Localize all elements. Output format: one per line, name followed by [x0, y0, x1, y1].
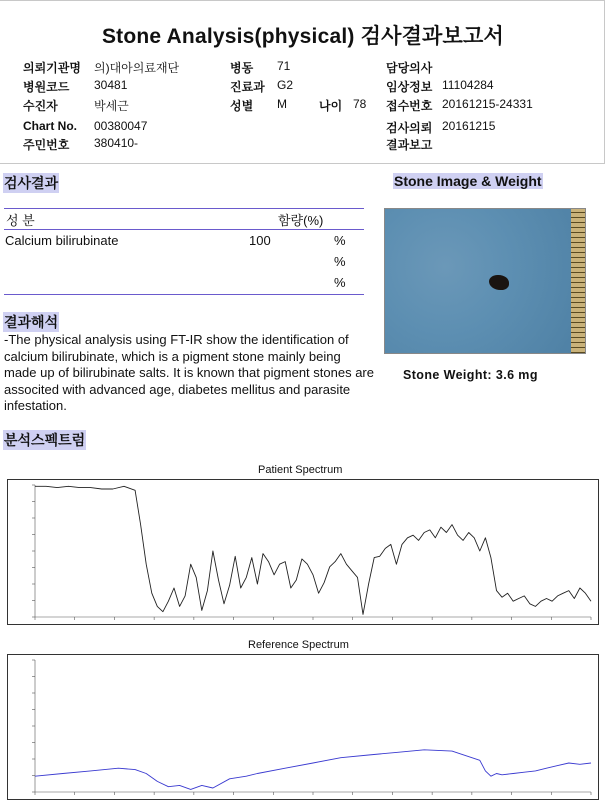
- report-title: Stone Analysis(physical) 검사결과보고서: [101, 25, 505, 48]
- results-section-title: 검사결과: [4, 175, 59, 191]
- doctor-label: 담당의사: [386, 61, 433, 75]
- interpretation-section-title: 결과해석: [4, 314, 59, 330]
- request-date-label: 검사의뢰: [386, 121, 433, 135]
- ward-label: 병동: [230, 61, 254, 75]
- clinical-info-label: 임상정보: [386, 80, 433, 94]
- patient-spectrum-chart: [7, 479, 599, 625]
- receipt-no-value: 20161215-24331: [442, 97, 533, 111]
- results-header-rule: [4, 229, 364, 230]
- result-value: 100: [249, 233, 271, 248]
- result-unit: %: [334, 254, 346, 269]
- result-unit: %: [334, 275, 346, 290]
- institution-value: 의)대아의료재단: [94, 61, 180, 75]
- sex-label: 성별: [230, 99, 254, 113]
- stone-specimen: [489, 275, 509, 290]
- stone-photo: [384, 208, 586, 354]
- ward-value: 71: [277, 59, 291, 73]
- department-label: 진료과: [230, 80, 265, 94]
- reference-spectrum-title: Reference Spectrum: [248, 639, 349, 651]
- result-component: Calcium bilirubinate: [5, 233, 119, 248]
- age-value: 78: [353, 97, 367, 111]
- result-report-label: 결과보고: [386, 138, 433, 152]
- chart-frame: [8, 655, 599, 800]
- department-value: G2: [277, 78, 294, 92]
- interpretation-text: -The physical analysis using FT-IR show the identification of calcium bilirubinate, which is a pigment stone mainly being made up of bilirubinate salts. It is known that pigment stones are associted with advanced age, diabetes mellitus and parasite infestation.: [4, 332, 374, 414]
- chart-no-label: Chart No.: [23, 119, 77, 133]
- institution-label: 의뢰기관명: [23, 61, 81, 75]
- hospital-code-value: 30481: [94, 78, 128, 92]
- sex-value: M: [277, 97, 287, 111]
- patient-label: 수진자: [23, 99, 58, 113]
- patient-spectrum-title: Patient Spectrum: [258, 464, 343, 476]
- stone-image-section-title: Stone Image & Weight: [394, 173, 542, 189]
- col-component-header: 성 분: [6, 213, 35, 228]
- reference-spectrum-chart: [7, 654, 599, 800]
- resident-no-label: 주민번호: [23, 138, 70, 152]
- receipt-no-label: 접수번호: [386, 99, 433, 113]
- chart-no-value: 00380047: [94, 119, 148, 133]
- result-unit: %: [334, 233, 346, 248]
- ruler-graphic: [571, 209, 585, 353]
- request-date-value: 20161215: [442, 119, 496, 133]
- clinical-info-value: 11104284: [442, 78, 494, 92]
- age-label: 나이: [319, 99, 343, 113]
- resident-no-value: 380410-: [94, 136, 139, 150]
- stone-weight: Stone Weight: 3.6 mg: [403, 368, 538, 382]
- col-content-header: 함량(%): [278, 213, 324, 228]
- chart-frame: [8, 480, 599, 625]
- results-top-rule: [4, 208, 364, 209]
- results-bottom-rule: [4, 294, 364, 295]
- spectrum-section-title: 분석스펙트럼: [4, 432, 86, 448]
- patient-value: 박세근: [94, 99, 129, 113]
- hospital-code-label: 병원코드: [23, 80, 70, 94]
